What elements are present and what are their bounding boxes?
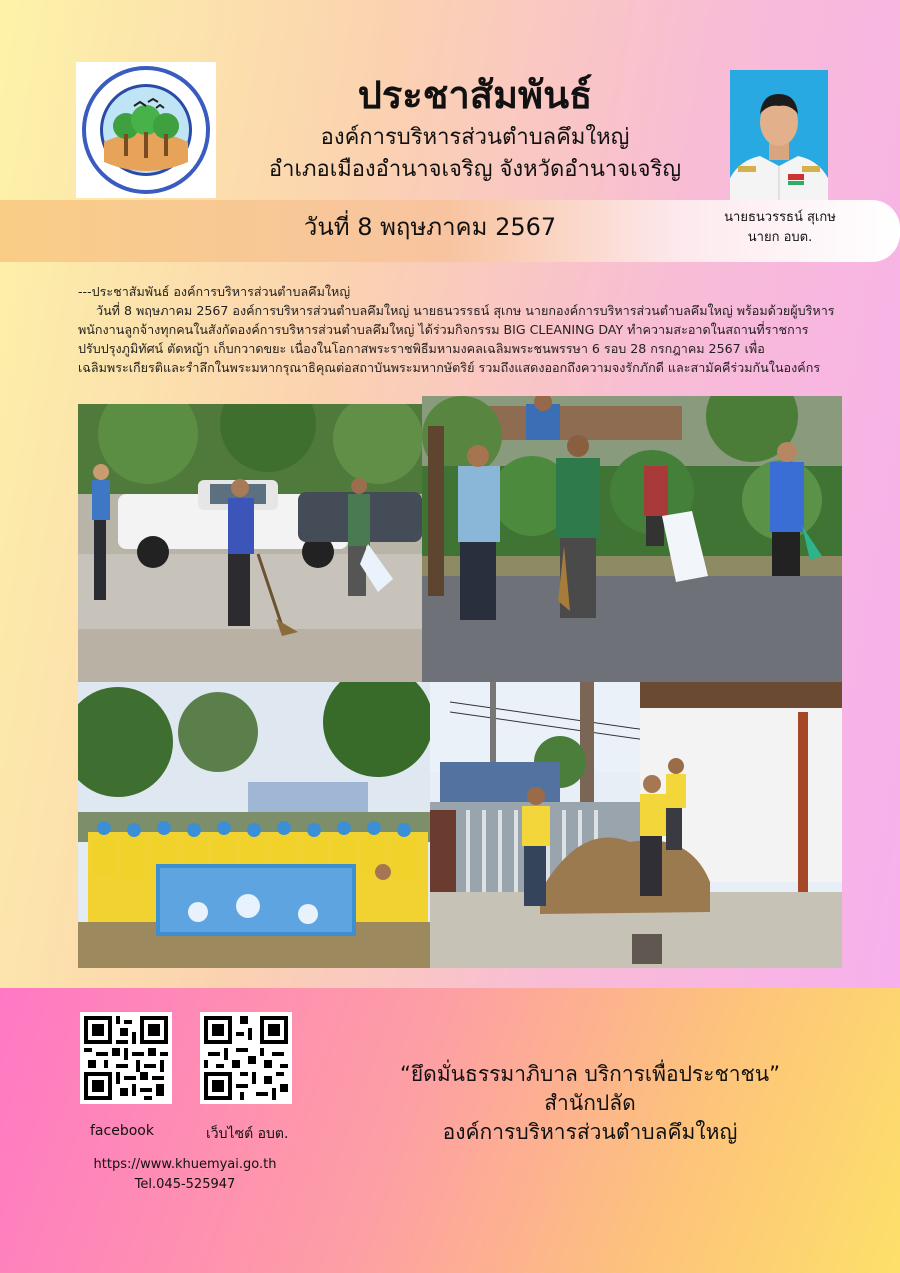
website-label: เว็บไซต์ อบต. bbox=[206, 1126, 289, 1142]
official-caption bbox=[700, 208, 860, 248]
department-name: สำนักปลัด bbox=[544, 1091, 636, 1115]
organization-logo bbox=[76, 62, 216, 198]
motto-text: “ยึดมั่นธรรมาภิบาล บริการเพื่อประชาชน” bbox=[400, 1062, 780, 1086]
page-title: ประชาสัมพันธ์ bbox=[357, 72, 593, 117]
body-heading: ---ประชาสัมพันธ์ องค์การบริหารส่วนตำบลคึมใหญ่ bbox=[78, 284, 351, 299]
photo-street-sweeping bbox=[78, 404, 422, 682]
facebook-qr-code[interactable] bbox=[80, 1012, 172, 1104]
official-portrait bbox=[730, 70, 828, 202]
header-title-block bbox=[230, 70, 720, 186]
motto-block bbox=[340, 1060, 840, 1147]
announcement-body bbox=[78, 282, 848, 377]
official-name: นายธนวรรธน์ สุเกษ bbox=[724, 210, 836, 225]
organization-name: องค์การบริหารส่วนตำบลคึมใหญ่ bbox=[442, 1120, 738, 1144]
photo-building-cleanup bbox=[430, 682, 842, 968]
location-line: อำเภอเมืองอำนาจเจริญ จังหวัดอำนาจเจริญ bbox=[268, 157, 682, 182]
facebook-label: facebook bbox=[90, 1123, 154, 1139]
website-qr-code[interactable] bbox=[200, 1012, 292, 1104]
organization-line: องค์การบริหารส่วนตำบลคึมใหญ่ bbox=[320, 125, 630, 150]
official-title: นายก อบต. bbox=[747, 230, 813, 245]
announcement-date: วันที่ 8 พฤษภาคม 2567 bbox=[303, 213, 557, 241]
contact-info bbox=[80, 1155, 290, 1195]
photo-lane-cleanup bbox=[422, 396, 842, 682]
phone-number: Tel.045-525947 bbox=[134, 1177, 236, 1192]
body-paragraph: วันที่ 8 พฤษภาคม 2567 องค์การบริหารส่วนตำบลคึมใหญ่ นายธนวรรธน์ สุเกษ นายกองค์การบริหารส่วนตำบลคึมใหญ่ พร้อมด้วยผู้บริหาร พนักงานลูกจ้างทุกคนในสังกัดองค์การบริหารส่วนตำบลคึมใหญ่ ได้ร่วมกิจกรรม BIG CLEANING DAY ทำความสะอาดในสถานที่ราชการ ปรับปรุงภูมิทัศน์ ตัดหญ้า เก็บกวาดขยะ เนื่องในโอกาสพระราชพิธีมหามงคลเฉลิมพระชนพรรษา 6 รอบ 28 กรกฎาคม 2567 เพื่อเฉลิมพระเกียรติและรำลึกในพระมหากรุณาธิคุณต่อสถาบันพระมหากษัตริย์ รวมถึงแสดงออกถึงความจงรักภักดี และสามัคคีร่วมกันในองค์กร bbox=[78, 303, 835, 375]
photo-group-banner bbox=[78, 682, 430, 968]
website-url[interactable]: https://www.khuemyai.go.th bbox=[93, 1157, 277, 1172]
